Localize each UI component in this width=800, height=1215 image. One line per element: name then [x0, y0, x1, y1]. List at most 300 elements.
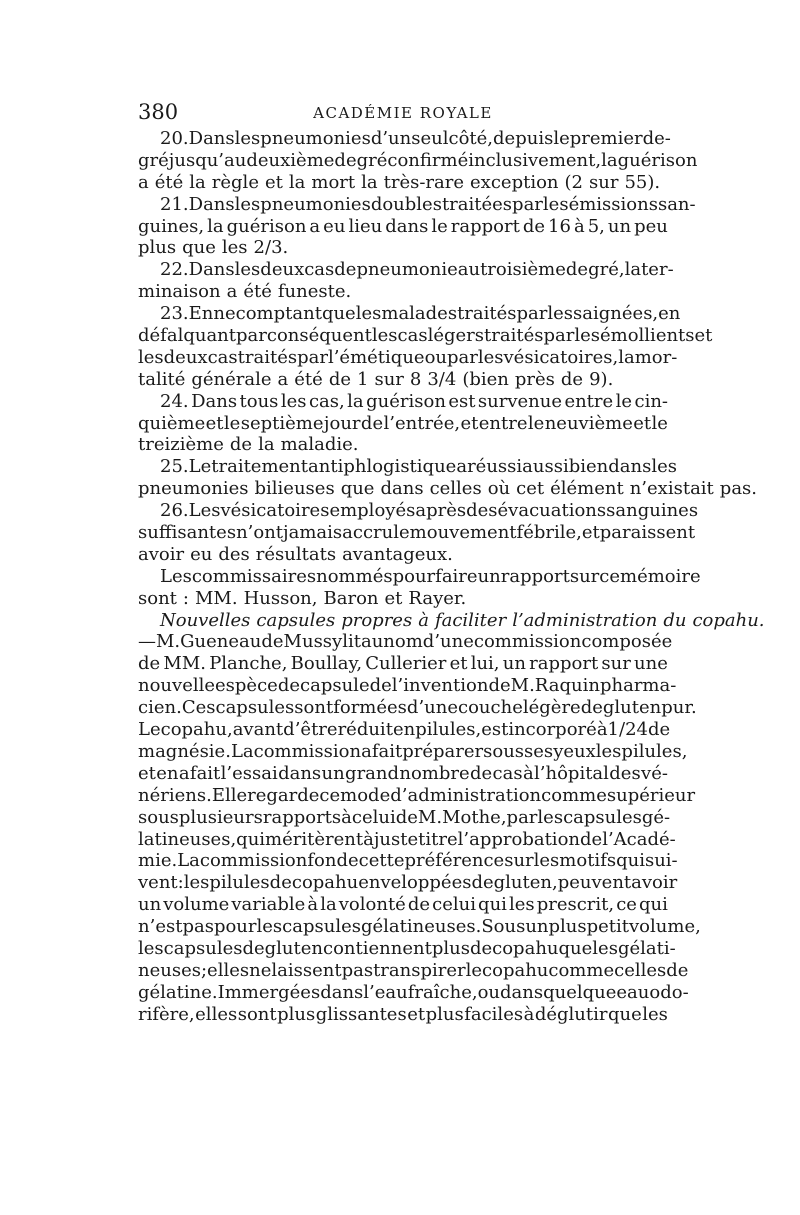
word: Planche, [209, 653, 288, 675]
word: des [609, 762, 641, 784]
word: au [457, 259, 481, 281]
word: La [177, 850, 200, 872]
word: un [502, 653, 526, 675]
word: cas, [308, 390, 345, 412]
word: de [560, 368, 584, 390]
word: à [523, 1003, 535, 1025]
word: a [277, 368, 289, 390]
word: eau [616, 981, 650, 1003]
word: lit [342, 631, 361, 653]
word: d’administration [390, 784, 542, 806]
word: pharma- [599, 675, 677, 697]
word: générale [191, 368, 272, 390]
word: celui [432, 894, 476, 916]
word: 9). [589, 368, 614, 390]
word: du [663, 609, 687, 631]
word: côté, [448, 128, 494, 149]
word: 1 [357, 368, 369, 390]
text-line [138, 850, 678, 872]
word: guines, [138, 215, 205, 237]
word: a [361, 740, 372, 762]
word: bilieuses [254, 478, 335, 500]
word: été [154, 171, 184, 193]
word: la [601, 149, 618, 171]
word: jour [323, 412, 361, 434]
word: un [525, 916, 549, 938]
word: le [651, 412, 668, 434]
word: survenue [477, 390, 562, 412]
word: réduit [337, 719, 393, 741]
word: — [138, 631, 156, 653]
word: que [321, 303, 356, 325]
word: contiennent [323, 937, 432, 959]
word: a [226, 281, 238, 303]
word: d’une [422, 631, 474, 653]
word: a [309, 215, 321, 237]
word: Dans [188, 193, 235, 215]
word: plus [431, 937, 470, 959]
word: gluten [602, 697, 662, 719]
word: guérison [617, 149, 698, 171]
word: pour [392, 565, 436, 587]
word: cet [516, 478, 545, 500]
word: nériens. [138, 784, 212, 806]
word: cette [358, 850, 405, 872]
word: mor- [634, 346, 678, 368]
word: fraîche, [407, 981, 478, 1003]
word: M. [156, 631, 181, 653]
word: nouvelle [138, 675, 216, 697]
word: cien. [138, 697, 182, 719]
text-line [138, 128, 671, 150]
word: sont [138, 587, 177, 609]
text-line [138, 325, 713, 347]
word: sont [237, 1003, 277, 1025]
word: faire [435, 565, 478, 587]
word: et [460, 412, 479, 434]
word: les [138, 937, 164, 959]
word: capsules [215, 697, 295, 719]
word: septième [240, 412, 324, 434]
word: celles [614, 959, 667, 981]
word: de [580, 828, 603, 850]
word: gé- [641, 806, 671, 828]
word: et [581, 522, 600, 544]
word: deuxième [246, 149, 335, 171]
word: suffisantes [138, 522, 237, 544]
word: de- [642, 128, 671, 149]
word: rapport [529, 653, 599, 675]
word: par [512, 193, 543, 215]
word: le [223, 412, 241, 434]
word: sui- [644, 850, 678, 872]
word: l’essai [220, 762, 278, 784]
word: depuis [493, 128, 554, 149]
word: en [392, 719, 416, 741]
word: entre [478, 412, 528, 434]
word: dans [278, 762, 322, 784]
word: que [182, 237, 216, 259]
text-line [138, 894, 668, 916]
word: capsules [163, 937, 243, 959]
word: laissent [271, 959, 342, 981]
word: inclusivement, [468, 149, 602, 171]
word: gélati- [617, 937, 676, 959]
word: émissions [568, 193, 658, 215]
word: 20. [160, 128, 189, 149]
word: et [138, 762, 156, 784]
word: sur [589, 171, 619, 193]
word: les [477, 346, 504, 368]
word: près [514, 368, 555, 390]
word: les [533, 850, 560, 872]
word: Les [160, 565, 192, 587]
word: à [522, 762, 534, 784]
word: l’entrée, [383, 412, 461, 434]
word: rapport [500, 565, 570, 587]
word: paraissent [599, 522, 696, 544]
word: en [658, 303, 681, 325]
running-head: ACADÉMIE ROYALE [313, 104, 493, 122]
word: deux [260, 259, 305, 281]
word: n’est [138, 916, 183, 938]
word: le [615, 390, 633, 412]
word: de [488, 675, 511, 697]
text-line [138, 149, 698, 172]
word: motifs [559, 850, 617, 872]
word: les [234, 259, 261, 281]
word: et [264, 171, 283, 193]
word: après [415, 500, 467, 522]
word: un [321, 762, 345, 784]
word: Rayer. [408, 587, 467, 609]
text-line [138, 719, 671, 741]
text-line [138, 784, 696, 807]
word: 22. [160, 259, 189, 281]
word: et [384, 587, 403, 609]
word: eu [190, 543, 213, 565]
word: l’hôpital [534, 762, 609, 784]
word: à [596, 719, 608, 741]
word: traités [457, 303, 517, 325]
text-line [138, 675, 677, 697]
word: la [618, 346, 635, 368]
text-line [138, 565, 701, 588]
word: de [277, 675, 301, 697]
word: vésicatoires [220, 500, 330, 522]
word: vent [138, 872, 178, 894]
word: guérison [366, 390, 446, 412]
word: plus [548, 916, 587, 938]
word: odo- [649, 981, 689, 1003]
word: la [361, 171, 378, 193]
word: traitement [211, 456, 309, 478]
word: mémoire [620, 565, 701, 587]
word: pilules, [415, 719, 482, 741]
word: pneumonie [356, 259, 458, 281]
word: la [258, 434, 275, 456]
word: san- [657, 193, 696, 215]
word: yeux [553, 740, 596, 762]
text-line [138, 281, 668, 303]
word: sous [138, 806, 179, 828]
word: 2/3. [253, 237, 289, 259]
text-line [138, 697, 697, 719]
word: un [138, 894, 162, 916]
word: défalquant [138, 325, 236, 347]
word: exception [470, 171, 559, 193]
word: pas. [719, 478, 758, 500]
text-line [138, 1004, 668, 1026]
word: composée [581, 631, 673, 653]
word: doubles [370, 193, 442, 215]
word: 5, [587, 215, 605, 237]
word: sur [504, 850, 534, 872]
word: plusieurs [178, 806, 263, 828]
word: lieu [348, 215, 383, 237]
word: volume, [629, 916, 701, 938]
word: et [205, 412, 224, 434]
text-line [138, 391, 668, 413]
word: qui [236, 828, 266, 850]
word: n’ont [236, 522, 284, 544]
word: la [189, 171, 206, 193]
word: eu [323, 215, 346, 237]
word: funeste. [277, 281, 352, 303]
word: couche [458, 697, 523, 719]
word: pas [182, 916, 214, 938]
word: est [481, 719, 509, 741]
text-line [138, 369, 668, 391]
word: quième [138, 412, 206, 434]
text-line [138, 981, 689, 1004]
word: élément [550, 478, 624, 500]
word: rifère, [138, 1003, 195, 1025]
word: le [527, 412, 545, 434]
text-line [138, 237, 668, 259]
word: les [183, 872, 210, 894]
word: les [371, 325, 398, 347]
word: légers [427, 325, 485, 347]
word: les [234, 193, 261, 215]
word: : [177, 872, 184, 894]
word: capsules [282, 916, 361, 938]
word: Raquin [534, 675, 600, 697]
word: réussi [467, 456, 523, 478]
word: La [230, 740, 254, 762]
word: a [138, 171, 149, 193]
word: conséquent [266, 325, 372, 347]
word: préférence [404, 850, 505, 872]
word: Dans [191, 390, 238, 412]
word: à [341, 806, 352, 828]
word: talité [138, 368, 186, 390]
word: dans [608, 456, 652, 478]
word: premier [569, 128, 643, 149]
word: dans [380, 478, 424, 500]
word: Baron [323, 587, 379, 609]
word: malades [381, 303, 458, 325]
word: sur [374, 368, 404, 390]
word: l’Acadé- [602, 828, 676, 850]
word: les [234, 128, 261, 149]
word: avoir [138, 543, 185, 565]
word: très-rare [383, 171, 465, 193]
word: mouvement [409, 522, 517, 544]
word: vésicatoires, [503, 346, 619, 368]
word: par [447, 346, 478, 368]
word: glissantes [315, 1003, 407, 1025]
word: En [188, 303, 214, 325]
text-line [138, 763, 668, 785]
word: copahu, [160, 719, 233, 741]
word: des [466, 500, 498, 522]
word: lui, [470, 653, 500, 675]
word: été [294, 368, 323, 390]
word: cas [492, 762, 523, 784]
word: les [537, 806, 564, 828]
word: : [182, 587, 189, 609]
word: employés [329, 500, 416, 522]
word: et [694, 325, 713, 347]
word: dans [500, 981, 544, 1003]
word: celles [429, 478, 482, 500]
text-line [138, 937, 676, 960]
word: les [256, 916, 283, 938]
word: résultats [255, 543, 337, 565]
word: ou [477, 981, 501, 1003]
word: traités [237, 346, 298, 368]
word: sur [569, 565, 600, 587]
word: de [469, 937, 493, 959]
word: par [543, 325, 575, 347]
word: celui [351, 806, 396, 828]
word: de [229, 434, 253, 456]
word: et [633, 412, 652, 434]
word: de [360, 412, 384, 434]
word: d’être [283, 719, 338, 741]
word: l’émétique [327, 346, 425, 368]
word: légère [522, 697, 581, 719]
word: a [456, 456, 468, 478]
word: M. [510, 675, 535, 697]
page-header [138, 100, 668, 124]
word: un [607, 215, 632, 237]
word: pur. [661, 697, 697, 719]
word: et [407, 1003, 426, 1025]
word: treizième [138, 434, 224, 456]
word: Le [188, 456, 212, 478]
word: regarde [247, 784, 320, 806]
word: aussi [522, 456, 569, 478]
word: nommés [316, 565, 393, 587]
word: mie. [138, 850, 178, 872]
word: les [508, 894, 535, 916]
word: accru [342, 522, 394, 544]
word: peu [634, 215, 668, 237]
text-line [138, 216, 668, 238]
word: le [431, 215, 448, 237]
word: neuses [138, 959, 201, 981]
word: Dans [188, 128, 235, 149]
text-line [138, 346, 678, 369]
text-line [138, 522, 696, 544]
word: rapports [262, 806, 342, 828]
text-line [138, 478, 758, 500]
word: Boullay, [290, 653, 363, 675]
word: entre [564, 390, 614, 412]
word: supérieur [606, 784, 696, 806]
word: le [465, 959, 483, 981]
text-line [138, 740, 688, 763]
word: mort [311, 171, 356, 193]
word: capsule [300, 675, 370, 697]
word: les [642, 1003, 668, 1025]
word: les [595, 740, 622, 762]
word: gélatineuses. [360, 916, 482, 938]
word: émollients [599, 325, 695, 347]
page-number: 380 [138, 100, 179, 124]
word: été [243, 281, 272, 303]
word: Elle [211, 784, 248, 806]
text-line [138, 434, 668, 456]
word: des [218, 543, 250, 565]
word: espèce [215, 675, 278, 697]
word: ne [249, 959, 272, 981]
word: dans [320, 981, 364, 1003]
word: degré [334, 149, 388, 171]
word: comptant [235, 303, 322, 325]
word: de [242, 937, 265, 959]
word: les [355, 303, 382, 325]
word: Les [188, 500, 221, 522]
word: les [542, 193, 569, 215]
word: 25. [160, 456, 189, 478]
word: sont [294, 697, 334, 719]
word: capsules [256, 609, 336, 631]
text-line [138, 259, 674, 281]
word: que [558, 937, 593, 959]
word: copahu [291, 872, 359, 894]
word: de [471, 872, 494, 894]
word: 21. [160, 193, 189, 215]
word: MM. [163, 653, 206, 675]
word: gluten, [493, 872, 558, 894]
word: juste [373, 828, 419, 850]
text-line [138, 303, 681, 325]
word: par [516, 303, 548, 325]
word: (2 [564, 171, 583, 193]
word: antiphlogistique [308, 456, 457, 478]
word: l’approbation [457, 828, 580, 850]
word: degré, [565, 259, 625, 281]
word: 16 [548, 215, 571, 237]
word: volonté [338, 894, 406, 916]
word: ne [213, 303, 236, 325]
word: en [156, 762, 179, 784]
word: petit [586, 916, 630, 938]
word: cas [304, 259, 335, 281]
word: pneumonies [260, 128, 371, 149]
text-line [138, 916, 701, 938]
text-line [138, 653, 668, 675]
word: l’invention [391, 675, 489, 697]
word: elles [195, 1003, 238, 1025]
word: Cullerier [365, 653, 447, 675]
word: de [522, 215, 546, 237]
word: la [207, 215, 224, 237]
word: l’eau [363, 981, 408, 1003]
